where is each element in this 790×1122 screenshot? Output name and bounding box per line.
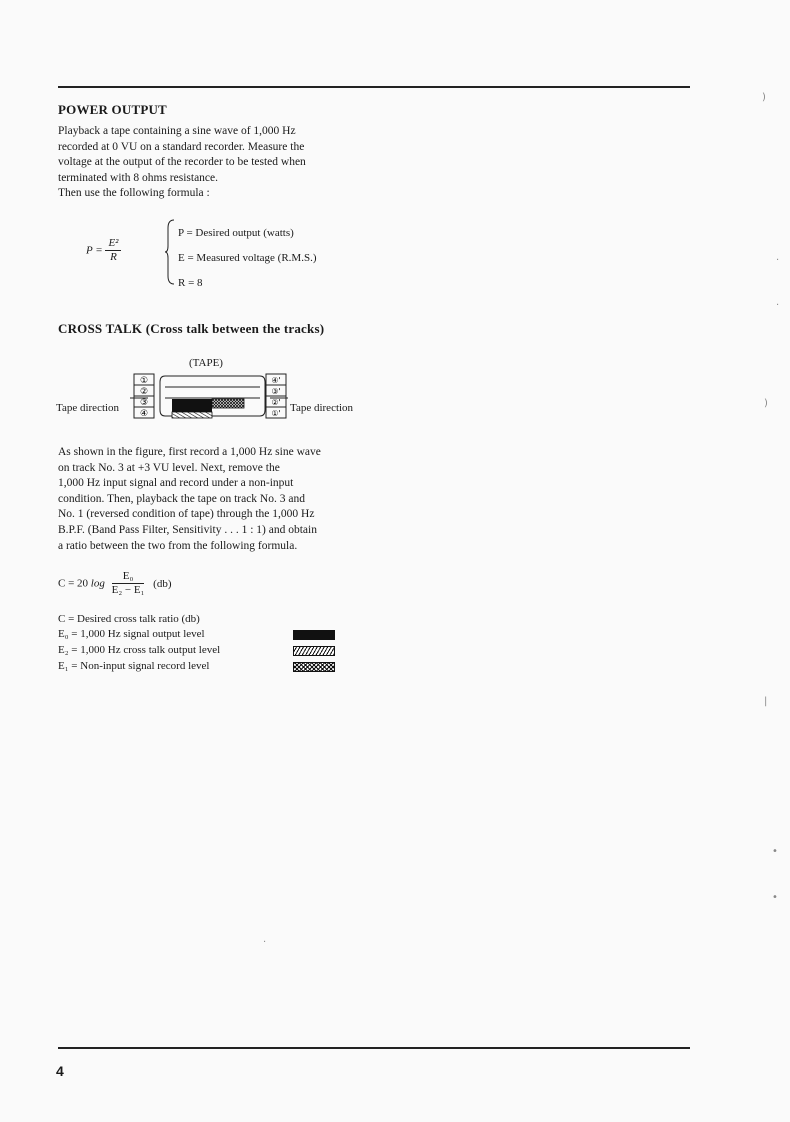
scan-mark: ·	[776, 255, 780, 266]
cross-talk-heading: CROSS TALK (Cross talk between the tracks)	[58, 321, 325, 336]
scan-mark: ·	[263, 937, 267, 948]
legend-item-c: C = Desired cross talk ratio (db)	[58, 613, 200, 625]
paragraph-line: No. 1 (reversed condition of tape) through the 1,000 Hz	[58, 508, 315, 521]
formula-unit: (db)	[153, 577, 172, 590]
power-output-heading: POWER OUTPUT	[58, 102, 167, 117]
power-definitions	[178, 221, 316, 296]
legend-item-e0: E₀ = 1,000 Hz signal output level	[58, 628, 205, 640]
right-track-4: ④'	[271, 376, 281, 385]
cross-talk-paragraph	[58, 445, 356, 554]
scan-mark: •	[772, 846, 778, 857]
scan-mark: ·	[776, 300, 780, 311]
right-track-2: ②'	[271, 398, 281, 407]
formula-fraction	[105, 237, 121, 264]
formula-lhs: C = 20	[58, 577, 89, 590]
formula-denominator: E₂ − E₁	[111, 584, 145, 596]
right-tape-edge	[260, 376, 265, 416]
formula-log: log	[90, 577, 105, 590]
definition-e: E = Measured voltage (R.M.S.)	[178, 252, 317, 264]
scan-mark: •	[772, 892, 778, 903]
paragraph-line: on track No. 3 at +3 VU level. Next, remove the	[58, 461, 280, 474]
tape-track-diagram	[120, 370, 300, 424]
bottom-rule	[58, 1047, 690, 1049]
paragraph-line: condition. Then, playback the tape on track No. 3 and	[58, 492, 305, 505]
definition-r: R = 8	[178, 277, 203, 289]
formula-numerator: E²	[105, 237, 121, 251]
left-track-1: ①	[139, 376, 149, 386]
paragraph-line: B.P.F. (Band Pass Filter, Sensitivity . . . 1 : 1) and obtain	[58, 523, 317, 536]
formula-fraction	[112, 570, 145, 597]
page-number: 4	[56, 1063, 64, 1079]
right-track-3: ③'	[271, 387, 281, 396]
formula-lhs: P =	[86, 244, 103, 257]
legend-item-e2: E₂ = 1,000 Hz cross talk output level	[58, 644, 221, 656]
formula-denominator: R	[110, 251, 117, 263]
paragraph-line: As shown in the figure, first record a 1,000 Hz sine wave	[58, 446, 321, 458]
formula-numerator: E₀	[112, 570, 145, 584]
scan-mark: )	[762, 92, 766, 103]
legend-item-e1: E₁ = Non-input signal record level	[58, 660, 210, 672]
cross-talk-region	[172, 412, 212, 418]
legend-swatch-cross	[293, 662, 335, 672]
paragraph-line: recorded at 0 VU on a standard recorder. Measure the	[58, 140, 305, 153]
paragraph-line: voltage at the output of the recorder to be tested when	[58, 156, 306, 169]
non-input-region	[212, 399, 244, 408]
scan-mark: |	[764, 696, 768, 707]
left-track-3: ③	[139, 398, 149, 408]
paragraph-line: Playback a tape containing a sine wave of 1,000 Hz	[58, 125, 296, 137]
legend-swatch-hatch	[293, 646, 335, 656]
legend-swatch-solid	[293, 630, 335, 640]
paragraph-line: terminated with 8 ohms resistance.	[58, 171, 219, 184]
power-formula	[86, 237, 121, 264]
power-output-paragraph	[58, 124, 358, 202]
paragraph-line: Then use the following formula :	[58, 187, 210, 200]
tape-label: (TAPE)	[189, 357, 223, 369]
top-rule	[58, 86, 690, 88]
right-track-1: ①'	[271, 409, 281, 418]
scan-mark: )	[764, 398, 768, 409]
tape-direction-right: Tape direction	[290, 402, 354, 414]
left-tape-edge	[160, 376, 165, 416]
definition-p: P = Desired output (watts)	[178, 227, 294, 239]
signal-output-region	[172, 399, 212, 412]
cross-talk-formula	[58, 570, 172, 597]
tape-direction-left: Tape direction	[56, 402, 120, 414]
paragraph-line: a ratio between the two from the following formula.	[58, 539, 298, 552]
left-track-2: ②	[139, 387, 149, 397]
left-track-4: ④	[139, 409, 149, 419]
definitions-brace	[164, 218, 176, 286]
paragraph-line: 1,000 Hz input signal and record under a non-input	[58, 477, 294, 490]
